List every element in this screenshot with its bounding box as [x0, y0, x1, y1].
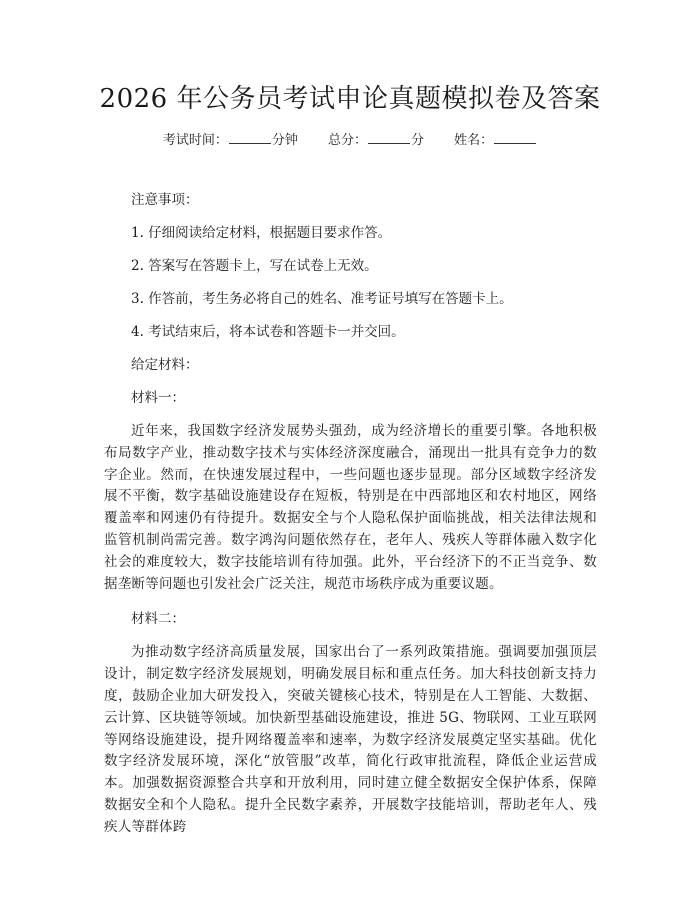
- material-2-text: 为推动数字经济高质量发展，国家出台了一系列政策措施。强调要加强顶层设计，制定数字经济发展规划，明确发展目标和重点任务。加大科技创新支持力度，鼓励企业加大研发投入，突破关键核心技术，特别是在人工智能、大数据、云计算、区块链等领域。加快新型基础设施建设，推进 5G、物联网、工业互联网等网络设施建设，提升网络覆盖率和速率，为数字经济发展奠定坚实基础。优化数字经济发展环境，深化“放管服”改革，简化行政审批流程，降低企业运营成本。加强数据资源整合共享和开放利用，同时建立健全数据安全保护体系，保障数据安全和个人隐私。提升全民数字素养，开展数字技能培训，帮助老年人、残疾人等群体跨: [104, 644, 597, 835]
- name-label: 姓名：: [454, 133, 494, 148]
- total-score-field: [328, 130, 424, 151]
- notice-item: 4. 考试结束后，将本试卷和答题卡一并交回。: [131, 324, 405, 340]
- total-score-unit: 分: [411, 133, 425, 148]
- notice-heading: 注意事项：: [131, 192, 199, 208]
- notice-item: 3. 作答前，考生务必将自己的姓名、准考证号填写在答题卡上。: [131, 291, 513, 307]
- name-field: [454, 130, 537, 151]
- exam-body: [104, 190, 597, 853]
- exam-time-label: 考试时间：: [162, 133, 228, 148]
- notice-item: 1. 仔细阅读给定材料，根据题目要求作答。: [131, 225, 392, 241]
- material-1-text: 近年来，我国数字经济发展势头强劲，成为经济增长的重要引擎。各地积极布局数字产业，推动数字技术与实体经济深度融合，涌现出一批具有竞争力的数字企业。然而，在快速发展过程中，一些问题也逐步显现。部分区域数字经济发展不平衡，数字基础设施建设存在短板，特别是在中西部地区和农村地区，网络覆盖率和网速仍有待提升。数据安全与个人隐私保护面临挑战，相关法律法规和监管机制尚需完善。数字鸿沟问题依然存在，老年人、残疾人等群体融入数字化社会的难度较大，数字技能培训有待加强。此外，平台经济下的不正当竞争、数据垄断等问题也引发社会广泛关注，规范市场秩序成为重要议题。: [104, 423, 597, 592]
- name-blank: [494, 130, 536, 144]
- notice-item: 2. 答案写在答题卡上，写在试卷上无效。: [131, 258, 378, 274]
- exam-time-field: [163, 130, 298, 151]
- page-title: 2026 年公务员考试申论真题模拟卷及答案: [99, 84, 601, 114]
- materials-heading: 给定材料：: [131, 357, 199, 373]
- exam-time-unit: 分钟: [271, 133, 298, 148]
- exam-meta-line: [0, 130, 700, 151]
- exam-time-blank: [229, 130, 271, 144]
- total-score-label: 总分：: [327, 133, 367, 148]
- material-2-heading: 材料二：: [131, 611, 185, 628]
- total-score-blank: [368, 130, 410, 144]
- material-1-heading: 材料一：: [131, 390, 185, 406]
